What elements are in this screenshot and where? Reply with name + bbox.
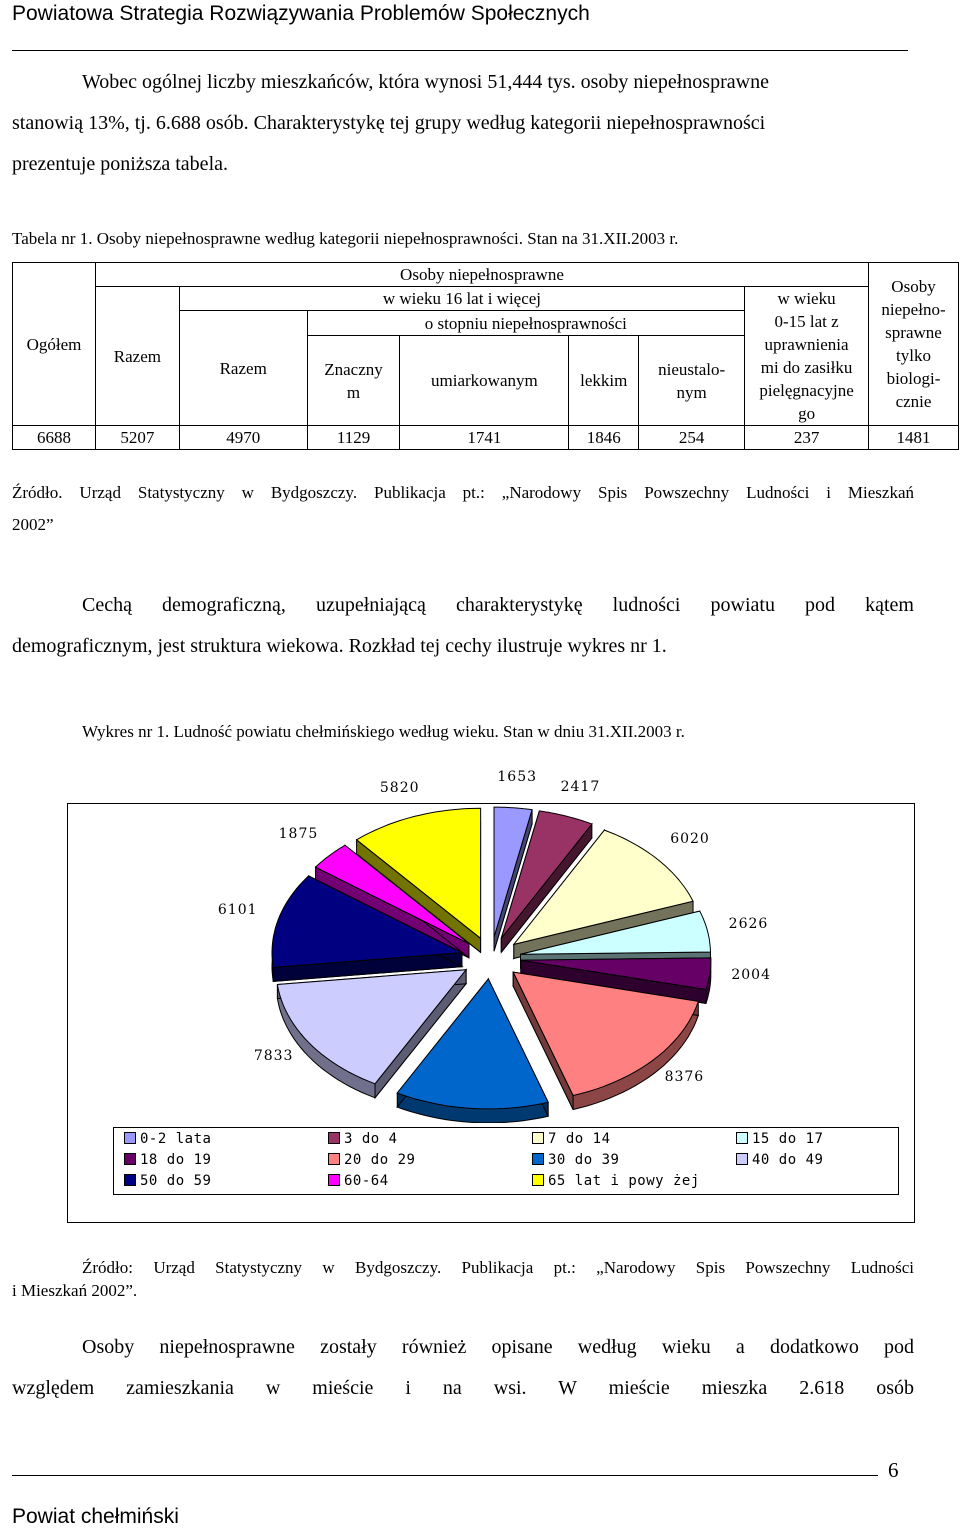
cell-nieustalonym: 254 [639, 426, 745, 450]
pie-value-label: 6101 [217, 902, 258, 919]
footer-rule [12, 1475, 878, 1476]
page-header-title: Powiatowa Strategia Rozwiązywania Problemów Społecznych [12, 2, 590, 25]
cell-biologicznie: 1481 [869, 426, 959, 450]
legend-label: 30 do 39 [548, 1152, 620, 1168]
th-umiarkowanym: umiarkowanym [400, 336, 569, 426]
th-znaczny-2: m [346, 382, 361, 402]
th-bio-3: sprawne [885, 323, 942, 342]
legend-item [124, 1152, 211, 1168]
pie-value-label: 6020 [670, 831, 710, 848]
source-2-line-2: i Mieszkań 2002”. [12, 1281, 138, 1300]
cell-razem-1: 5207 [95, 426, 179, 450]
legend-item [736, 1131, 823, 1147]
legend-item [532, 1173, 700, 1189]
legend-swatch [328, 1153, 340, 1165]
table-caption: Tabela nr 1. Osoby niepełnosprawne według kategorii niepełnosprawności. Stan na 31.XII.2003 r. [12, 229, 679, 248]
legend-swatch [736, 1153, 748, 1165]
th-w015-6: go [798, 404, 816, 423]
pie-value-label: 1875 [278, 826, 319, 843]
th-wieku-0-15 [745, 287, 869, 426]
para2-line-2: demograficznym, jest struktura wiekowa. Rozkład tej cechy ilustruje wykres nr 1. [12, 635, 667, 657]
source-2 [12, 1256, 914, 1302]
chart-caption: Wykres nr 1. Ludność powiatu chełmińskiego według wieku. Stan w dniu 31.XII.2003 r. [82, 722, 685, 741]
legend-item [736, 1152, 823, 1168]
th-bio-1: Osoby [891, 277, 936, 296]
legend-swatch [328, 1132, 340, 1144]
pie-value-label: 2417 [560, 779, 601, 796]
header-rule [12, 50, 908, 51]
legend-item [328, 1131, 398, 1147]
paragraph-2 [12, 585, 914, 667]
intro-paragraph [12, 62, 914, 185]
intro-line-3: prezentuje poniższa tabela. [12, 153, 228, 175]
legend-swatch [124, 1153, 136, 1165]
legend-swatch [532, 1174, 544, 1186]
source-1-line-2: 2002” [12, 515, 54, 534]
th-razem-1: Razem [95, 287, 179, 426]
legend-swatch [532, 1132, 544, 1144]
cell-razem-2: 4970 [179, 426, 307, 450]
th-znaczny-1: Znaczny [324, 359, 383, 379]
cell-wieku-0-15: 237 [745, 426, 869, 450]
paragraph-3 [12, 1327, 914, 1409]
pie-value-label: 7833 [253, 1048, 294, 1065]
th-nieust-2: nym [676, 382, 707, 402]
th-wieku-16: w wieku 16 lat i więcej [179, 287, 744, 311]
pie-value-label: 2626 [728, 916, 769, 933]
legend-label: 60-64 [344, 1173, 389, 1189]
legend-item [532, 1152, 619, 1168]
th-w015-1: w wieku [777, 289, 836, 308]
legend-label: 50 do 59 [140, 1173, 212, 1189]
legend-label: 65 lat i powy żej [548, 1173, 700, 1189]
th-nieustalonym [639, 336, 745, 426]
legend-label: 3 do 4 [344, 1131, 398, 1147]
pie-value-label: 2004 [731, 966, 771, 983]
cell-ogolem: 6688 [13, 426, 96, 450]
legend-swatch [124, 1174, 136, 1186]
th-bio-4: tylko [896, 346, 931, 365]
footer-text: Powiat chełmiński [12, 1505, 179, 1528]
th-nieust-1: nieustalo- [658, 359, 726, 379]
legend-label: 20 do 29 [344, 1152, 416, 1168]
para2-line-1: Cechą demograficzną, uzupełniającą charakterystykę ludności powiatu pod kątem [82, 594, 914, 616]
legend-swatch [124, 1132, 136, 1144]
source-1 [12, 483, 914, 535]
th-w015-3: uprawnienia [764, 335, 849, 354]
legend-item [328, 1173, 389, 1189]
source-2-line-1: Źródło: Urząd Statystyczny w Bydgoszczy. Publikacja pt.: „Narodowy Spis Powszechny Ludności [82, 1258, 914, 1277]
pie-value-label: 5820 [379, 779, 420, 796]
th-biologicznie [869, 263, 959, 426]
legend-swatch [328, 1174, 340, 1186]
legend-label: 40 do 49 [752, 1152, 824, 1168]
chart-legend [113, 1127, 899, 1195]
legend-item [124, 1173, 211, 1189]
th-w015-2: 0-15 lat z [774, 312, 839, 331]
legend-item [532, 1131, 611, 1147]
legend-swatch [736, 1132, 748, 1144]
th-bio-2: niepełno- [881, 300, 946, 319]
table-row [13, 426, 959, 450]
pie-value-label: 8376 [664, 1068, 705, 1085]
legend-label: 0-2 lata [140, 1131, 212, 1147]
th-ogolem: Ogółem [13, 263, 96, 426]
th-bio-6: cznie [895, 392, 932, 411]
pie-chart [67, 803, 915, 1123]
legend-item [124, 1131, 211, 1147]
cell-umiarkowanym: 1741 [400, 426, 569, 450]
legend-label: 7 do 14 [548, 1131, 611, 1147]
th-w015-5: pielęgnacyjne [759, 381, 854, 400]
disability-table [12, 262, 959, 450]
cell-lekkim: 1846 [569, 426, 639, 450]
th-osoby-niepelnosprawne: Osoby niepełnosprawne [95, 263, 868, 287]
th-bio-5: biologi- [886, 369, 941, 388]
intro-line-1: Wobec ogólnej liczby mieszkańców, która wynosi 51,444 tys. osoby niepełnosprawne [82, 71, 769, 93]
legend-swatch [532, 1153, 544, 1165]
para3-line-2: względem zamieszkania w mieście i na wsi. W mieście mieszka 2.618 osób [12, 1377, 914, 1399]
th-w015-4: mi do zasiłku [760, 358, 853, 377]
cell-znacznym: 1129 [307, 426, 400, 450]
legend-label: 18 do 19 [140, 1152, 212, 1168]
legend-label: 15 do 17 [752, 1131, 824, 1147]
th-razem-2: Razem [179, 311, 307, 426]
th-stopniu: o stopniu niepełnosprawności [307, 311, 745, 336]
para3-line-1: Osoby niepełnosprawne zostały również opisane według wieku a dodatkowo pod [82, 1336, 914, 1358]
th-lekkim: lekkim [569, 336, 639, 426]
pie-value-label: 1653 [497, 769, 538, 786]
source-1-line-1: Źródło. Urząd Statystyczny w Bydgoszczy. Publikacja pt.: „Narodowy Spis Powszechny Ludności i Mieszkań [12, 483, 914, 502]
legend-item [328, 1152, 415, 1168]
intro-line-2: stanowią 13%, tj. 6.688 osób. Charakterystykę tej grupy według kategorii niepełnosprawności [12, 112, 766, 134]
page-number: 6 [888, 1458, 899, 1482]
th-znaczny [307, 336, 400, 426]
